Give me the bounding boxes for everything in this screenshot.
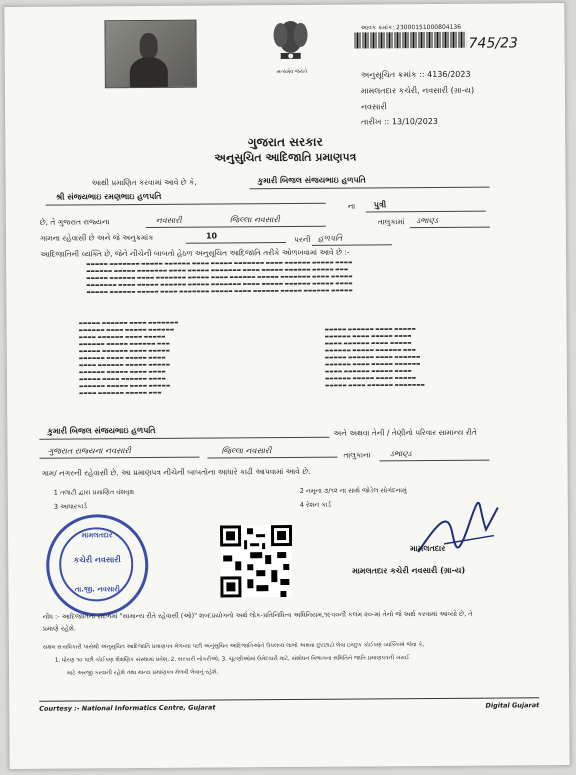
footer — [39, 697, 540, 713]
note-line-2: પ્રમાણે રહેશે. — [42, 624, 76, 633]
relation-label: ના — [347, 201, 356, 211]
taluka-value: ડભાણ્ડ — [415, 215, 438, 226]
emblem-caption: સત્યમેવ જયતે — [276, 68, 308, 76]
stamp-line-2: કચેરી નવસારી — [73, 555, 121, 565]
basis-item-3: 3 આધારકાર્ડ — [53, 502, 87, 511]
signatory-title: મામલતદાર — [410, 543, 446, 554]
district-value-repeat: જિલ્લા નવસારી — [221, 446, 272, 456]
district-label: જિલ્લા નવસારી — [229, 215, 280, 225]
residence-line: ગામ/ નગરની રહેવાસી છે. આ પ્રમાણપત્ર નીચેની બાબતોના આધારે કાઢી આપવામાં આવે છે. — [41, 466, 311, 478]
state-value-repeat: ગુજરાત રાજ્યના નવસારી — [47, 446, 131, 456]
basis-item-1: 1 તલાટી દ્વારા પ્રમાણિત વંશવૃક્ષ — [53, 488, 135, 497]
caste-underline — [312, 244, 392, 246]
usage-line-3: માટે અરજી કરવાની રહેશે તથા માન્ય પ્રમાણપત્ર મેળવી લેવાનું રહેશે. — [66, 669, 219, 677]
intro-text: આથી પ્રમાણિત કરવામાં આવે છે કે, — [91, 177, 197, 188]
applicant-name: કુમારી બિજલ સંજયભાઇ હળપતિ — [257, 175, 366, 186]
tribe-line: આદિજાતિની વ્યક્તિ છે, જેને નીચેની બાબતો હેઠળ અનુસૂચિત આદિજાતિ તરીકે ઓળખવામાં આવે છે :- — [40, 247, 350, 259]
taluka-underline — [410, 227, 490, 229]
certificate-sheet — [3, 2, 570, 770]
taluka-repeat-label: તાલુકાના — [343, 450, 371, 460]
stamp-line-3: તા.જી. નવસારી — [74, 585, 120, 594]
father-name: શ્રી સંજયભાઇ રમણભાઇ હળપતિ — [55, 191, 162, 202]
relation-value: પુત્રી — [373, 200, 387, 210]
district-repeat-underline — [207, 457, 337, 459]
caste-label: પરની — [293, 234, 311, 244]
handwritten-number: 745/23 — [468, 35, 518, 52]
state-repeat-underline — [39, 457, 199, 459]
caste-value: હળપતિ — [317, 233, 343, 243]
qr-code-icon — [220, 525, 293, 598]
certificate-title: અનુસુચિત આદિજાતિ પ્રમાણપત્ર — [214, 150, 357, 165]
village-label: ગામના રહેવાસી છે અને જે અનુક્રમાંક — [39, 232, 154, 243]
usage-line-1: સક્ષમ સત્તાધિકારી પાસેથી અનુસુચિત આદિજાતિ પ્રમાણપત્ર મેળવ્યા પછી અનુસુચિત આદિજાતિઓને ઉપલબ્ધ લાભો અથવા છુટછાટો લેવા ઇચ્છુક કોઈપણ વ્યક્તિએ જેવા કે, — [42, 642, 425, 651]
stamp-line-1: મામલતદાર — [81, 531, 113, 540]
applicant-photo — [104, 20, 196, 89]
issue-date: તારીખ :: 13/10/2023 — [361, 116, 439, 127]
orders-block-top: ▬▬▬▬▬ ▬▬▬▬▬▬▬ ▬▬▬▬▬ ▬▬▬▬▬▬ ▬▬▬▬ ▬▬▬▬▬ ▬▬▬▬▬▬▬ ▬▬▬▬ ▬▬▬▬▬▬ ▬▬▬▬▬ ▬▬▬▬ ▬▬▬▬▬▬ ▬▬▬▬▬ ▬▬▬▬▬▬▬ ▬▬▬▬ ▬▬▬▬▬ ▬▬▬▬▬▬▬ ▬▬▬▬ ▬▬▬▬▬ ▬▬▬▬▬▬ ▬▬▬▬▬ ▬▬▬ ▬▬▬▬▬ ▬▬▬▬▬▬ ▬▬▬▬ ▬▬▬▬▬▬▬ ▬▬▬▬▬ ▬▬▬▬ ▬▬▬▬▬▬ ▬▬▬▬▬ ▬▬▬▬▬▬▬ ▬▬▬▬ ▬▬▬▬▬ ▬▬▬▬▬▬▬ ▬▬▬▬ ▬▬▬▬▬ ▬▬▬▬▬▬ ▬▬▬▬▬ ▬▬▬▬▬▬▬ ▬▬▬▬ ▬▬▬▬▬ ▬▬▬▬▬▬ ▬▬▬▬▬ ▬▬▬▬ ▬▬▬▬▬ ▬▬▬▬▬▬ ▬▬▬▬▬ ▬▬▬▬ ▬▬▬▬▬▬▬ ▬▬▬▬▬ ▬▬▬▬ ▬▬▬▬▬▬ ▬▬▬▬▬ ▬▬▬▬▬▬ ▬▬▬▬▬ — [86, 260, 353, 296]
certificate-number: અનુસૂચિત ક્રમાંક :: 4136/2023 — [360, 69, 471, 80]
applicant-repeat-underline — [39, 437, 329, 440]
signatory-office: મામલતદાર કચેરી નવસારી (ગ્રા-ય) — [352, 565, 466, 576]
page-title: ગુજરાત સરકાર — [247, 134, 323, 150]
district-underline — [146, 226, 326, 228]
serial-no-value: 10 — [205, 231, 218, 241]
taluka-label: તાલુકામાં — [377, 217, 405, 227]
father-underline — [46, 203, 326, 206]
serial-no-underline — [186, 242, 286, 244]
usage-line-2: 1. ધોરણ ૧૦ પછી કોઈપણ શૈક્ષણિક સંસ્થામાં પ્રવેશ, 2. સરકારી નોકરીઓ, 3. ચૂંટણીઓમાં ઉમેદવારી માટે, સંશોધન વિભાગના સમિતિને જાતિ પ્રમાણપત્રની ખરાઈ — [54, 655, 410, 664]
state-label: છે, તે ગુજરાત રાજ્યના — [39, 217, 110, 227]
family-label: અને અથવા તેની / તેણીનો પરિવાર સામાન્ય રીતે — [333, 427, 477, 438]
issuing-city: નવસારી — [361, 102, 387, 112]
serial-number: આવક ક્રમાંક: 23000151000804136 — [360, 23, 462, 32]
photo-body — [130, 57, 168, 87]
note-line-1: નોંધ :- આદિજાતિના સંદર્ભમાં "સામાન્ય રીતે રહેવાસી (ઓ)" શબ્દપ્રયોગનો અર્થ લોક-પ્રતિનિધિત્વ અધિનિયમ,૧૯૫૦ની કલમ ૨૦-માં તેનો જે અર્થ કરવામાં આવ્યો છે, તે — [42, 609, 473, 621]
relation-underline — [366, 211, 486, 213]
national-emblem-icon — [266, 13, 314, 71]
basis-item-2: 2 નમૂના ૭/૧૨ ના સાથે જોડેલ સોગંદનામું — [299, 486, 407, 495]
applicant-underline — [250, 187, 490, 190]
taluka-repeat-underline — [380, 460, 490, 462]
barcode — [355, 32, 467, 49]
photo-face — [140, 33, 158, 59]
footer-brand: Digital Gujarat — [485, 701, 540, 710]
issuing-office: મામલતદાર કચેરી, નવસારી (ગ્રા-ય) — [360, 85, 475, 96]
orders-block-left: ▬▬▬▬▬ ▬▬▬▬▬▬ ▬▬▬▬ ▬▬▬▬▬▬▬ ▬▬▬▬▬▬ ▬▬▬▬ ▬▬▬▬▬ ▬▬▬▬▬▬ ▬▬▬▬ ▬▬▬▬▬▬ ▬▬▬▬ ▬▬▬▬▬ ▬▬▬▬▬▬ ▬▬▬▬▬ ▬▬▬▬▬▬ ▬▬▬ ▬▬▬▬▬ ▬▬▬▬▬▬ ▬▬▬▬ ▬▬▬▬▬ ▬▬▬▬▬▬ ▬▬▬▬ ▬▬▬▬▬ ▬▬▬▬ ▬▬▬▬ ▬▬▬▬▬▬ ▬▬▬▬▬ ▬▬▬▬▬ ▬▬▬▬▬▬ ▬▬▬▬▬ ▬▬▬▬ ▬▬▬▬ ▬▬▬▬▬ ▬▬▬▬ ▬▬▬▬▬▬ ▬▬▬▬ ▬▬▬▬▬▬ ▬▬▬▬▬ ▬▬▬▬ ▬▬▬▬▬ ▬▬▬▬ ▬▬▬▬▬▬ ▬▬▬▬▬ ▬▬▬ — [78, 320, 179, 397]
orders-block-right: ▬▬▬▬▬ ▬▬▬▬▬▬ ▬▬▬▬ ▬▬▬▬▬ ▬▬▬▬▬▬ ▬▬▬▬ ▬▬▬▬▬ ▬▬▬▬ ▬▬▬▬ ▬▬▬▬▬▬ ▬▬▬▬ ▬▬▬▬▬ ▬▬▬▬▬▬ ▬▬▬▬▬ ▬▬▬▬▬▬ ▬▬▬ ▬▬▬▬▬ ▬▬▬▬▬▬ ▬▬▬▬ ▬▬▬▬▬▬ ▬▬▬▬▬▬ ▬▬▬▬ ▬▬▬▬▬ ▬▬▬▬▬▬ ▬▬▬▬ ▬▬▬▬▬▬ ▬▬▬▬▬ ▬▬▬▬ ▬▬▬▬▬▬ ▬▬▬▬▬ ▬▬▬▬ ▬▬▬▬▬ ▬▬▬▬▬ ▬▬▬▬ ▬▬▬▬▬▬ ▬▬▬▬▬▬▬ — [324, 327, 425, 389]
footer-courtesy: Courtesy :- National Informatics Centre, Gujarat — [39, 703, 216, 713]
basis-item-4: 4 રેશન કાર્ડ — [299, 500, 332, 509]
district-value: નવસારી — [155, 215, 182, 225]
office-stamp — [46, 514, 149, 617]
taluka-value-repeat: ડભાણ્ડ — [389, 449, 412, 459]
applicant-name-repeat: કુમારી બિજલ સંજયભાઇ હળપતિ — [47, 425, 156, 436]
